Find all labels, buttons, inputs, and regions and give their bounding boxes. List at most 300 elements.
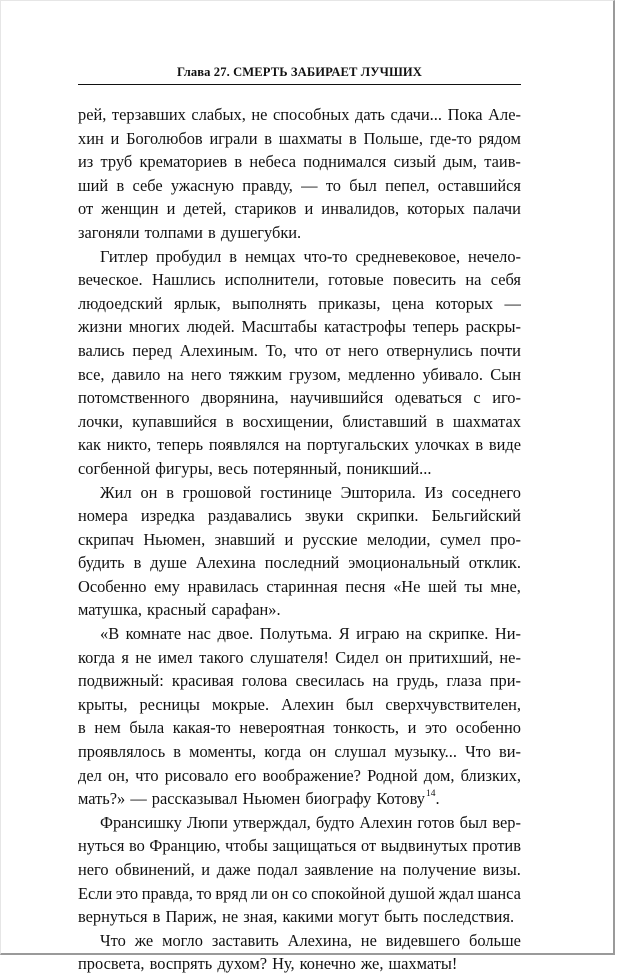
word: грузом, xyxy=(289,364,341,384)
word: то xyxy=(196,883,212,903)
word: рядом xyxy=(478,128,521,148)
word: которых xyxy=(407,199,465,219)
word: в xyxy=(264,128,273,148)
word: мелодии, xyxy=(367,529,431,549)
word: будто xyxy=(315,812,355,832)
word: мне, xyxy=(490,576,521,596)
word: на xyxy=(285,435,302,455)
word: вались xyxy=(78,340,125,360)
word: я xyxy=(121,647,129,667)
word: себя xyxy=(490,270,521,290)
word: ший xyxy=(78,175,109,195)
word: же xyxy=(134,930,154,950)
word: детей, xyxy=(183,199,227,219)
header-rule xyxy=(78,84,521,85)
word: видевшего xyxy=(385,930,461,950)
word: Что xyxy=(100,930,126,950)
word: играли xyxy=(209,128,258,148)
word: улочках xyxy=(414,435,470,455)
word: давило xyxy=(111,364,161,384)
word: то xyxy=(325,175,341,195)
text-line xyxy=(78,245,521,269)
word: защищаться xyxy=(272,836,357,856)
word: — xyxy=(301,175,318,195)
text-line xyxy=(78,740,521,764)
word: шахматах xyxy=(452,411,521,431)
word: купавшийся xyxy=(132,411,217,431)
word: с xyxy=(473,388,481,408)
line-text: загоняли толпами в душегубки. xyxy=(78,222,302,242)
word: него xyxy=(348,340,379,360)
word: Франсишку xyxy=(100,812,182,832)
word: со xyxy=(292,883,308,903)
word: ждал xyxy=(438,883,474,903)
word: слушателя! xyxy=(250,647,329,667)
word: иго- xyxy=(492,388,521,408)
word: людей. xyxy=(186,317,235,337)
word: скрипке. xyxy=(428,624,489,644)
text-line xyxy=(78,764,521,788)
word: Гитлер xyxy=(100,246,149,266)
word: особенно xyxy=(455,718,521,738)
word: в xyxy=(348,128,357,148)
text-line xyxy=(78,905,521,929)
word: небеса xyxy=(249,152,297,172)
word: шанса xyxy=(477,883,521,903)
word: дым, xyxy=(443,152,478,172)
word: стариков xyxy=(234,199,297,219)
word: Ньюмен, xyxy=(143,529,206,549)
word: потомственного xyxy=(78,388,190,408)
word: что xyxy=(135,765,159,785)
word: Что xyxy=(465,742,491,762)
word: в xyxy=(234,152,243,172)
text-line xyxy=(78,646,521,670)
word: появлялся xyxy=(208,435,280,455)
word: из xyxy=(78,152,94,172)
word: Масштабы xyxy=(241,317,318,337)
text-line xyxy=(78,669,521,693)
word: сверхчувствителен, xyxy=(385,694,521,714)
word: поднимался xyxy=(303,152,387,172)
word: от xyxy=(78,199,94,219)
word: виде xyxy=(488,435,521,455)
word: душе xyxy=(150,553,187,573)
word: Если xyxy=(78,883,113,903)
word: на xyxy=(167,364,184,384)
word: в xyxy=(78,718,86,738)
body-text xyxy=(78,103,521,976)
word: какая-то xyxy=(172,718,231,738)
word: получение xyxy=(402,860,477,879)
text-line xyxy=(78,174,521,198)
word: убивало. xyxy=(422,364,483,384)
text-line xyxy=(78,575,521,599)
line-trailing-punctuation: . xyxy=(435,789,440,809)
word: и xyxy=(284,529,294,549)
word: сизый xyxy=(393,152,436,172)
word: могло xyxy=(162,930,203,950)
word: слушал xyxy=(334,742,387,762)
word: хин xyxy=(78,128,104,148)
footnote-marker: 14 xyxy=(426,789,436,800)
word: сумел xyxy=(440,529,481,549)
word: на xyxy=(465,270,482,290)
word: Сын xyxy=(490,364,521,384)
word: «Не xyxy=(393,576,421,596)
word: не xyxy=(360,930,377,950)
text-line xyxy=(78,952,521,976)
word: чтобы xyxy=(225,836,268,856)
word: как xyxy=(78,435,101,455)
word: Боголюбов xyxy=(126,128,203,148)
word: Полутьма. xyxy=(259,624,333,644)
word: в xyxy=(225,411,234,431)
word: он xyxy=(309,742,327,762)
word: готов xyxy=(417,812,455,832)
word: в xyxy=(133,553,142,573)
word: многих xyxy=(128,317,180,337)
text-line xyxy=(78,197,521,221)
text-line xyxy=(78,363,521,387)
word: скрипач xyxy=(78,529,134,549)
word: даже xyxy=(216,860,251,879)
word: То, xyxy=(265,340,287,360)
word: людоедский xyxy=(78,293,163,313)
word: невероятная xyxy=(239,718,325,738)
word: когда xyxy=(78,647,115,667)
word: знавший xyxy=(214,529,276,549)
line-text: просвета, воспрять духом? Ну, конечно же, шахматы! xyxy=(78,954,458,974)
running-head: Глава 27. СМЕРТЬ ЗАБИРАЕТ ЛУЧШИХ xyxy=(177,65,422,79)
word: Из xyxy=(424,482,443,502)
line-text: мать?» — рассказывал Ньюмен биографу Котову xyxy=(78,789,425,809)
word: лочки, xyxy=(78,411,124,431)
line-text: согбенной фигуры, весь потерянный, поникший... xyxy=(78,458,432,478)
word: был xyxy=(345,694,374,714)
paragraph xyxy=(78,929,521,976)
word: шахматы xyxy=(278,128,343,148)
word: при- xyxy=(489,671,521,691)
word: и xyxy=(110,128,120,148)
word: теперь xyxy=(157,435,204,455)
word: такого xyxy=(199,647,244,667)
word: палачи xyxy=(472,199,521,219)
word: перед xyxy=(132,340,172,360)
word: никто, xyxy=(106,435,152,455)
word: про- xyxy=(490,529,521,549)
word: — xyxy=(504,293,521,313)
word: тонкость, xyxy=(333,718,400,738)
word: дворянина, xyxy=(201,388,279,408)
word: Алехиным. xyxy=(179,340,258,360)
word: инвалидов, xyxy=(321,199,400,219)
word: и xyxy=(304,199,314,219)
word: Алехин xyxy=(359,812,413,832)
word: приказы, xyxy=(318,293,381,313)
word: отвернулись xyxy=(386,340,473,360)
word: раскры- xyxy=(465,317,521,337)
word: против xyxy=(472,836,521,856)
word: ви- xyxy=(499,742,521,762)
word: цена xyxy=(391,293,425,313)
word: веческое. xyxy=(78,270,143,290)
word: будить xyxy=(78,553,125,573)
text-line xyxy=(78,929,521,953)
word: на xyxy=(405,624,422,644)
word: старинная xyxy=(266,576,338,596)
word: двое. xyxy=(217,624,254,644)
word: скрипки. xyxy=(356,506,419,526)
word: Нашлись xyxy=(151,270,216,290)
word: восхищении, xyxy=(242,411,334,431)
word: ресницы xyxy=(139,694,200,714)
word: ярлык, xyxy=(173,293,221,313)
text-line xyxy=(78,622,521,646)
word: мокрые. xyxy=(211,694,270,714)
word: это xyxy=(424,718,448,738)
word: Алехин xyxy=(281,694,334,714)
word: проявлялось xyxy=(78,742,166,762)
word: крыты, xyxy=(78,694,128,714)
word: голова xyxy=(241,671,288,691)
word: когда xyxy=(264,742,302,762)
word: выдвинутых xyxy=(380,836,468,856)
word: заявление xyxy=(304,860,374,879)
word: Францию, xyxy=(149,836,221,856)
text-line xyxy=(78,221,521,245)
word: Але- xyxy=(488,105,521,124)
word: номера xyxy=(78,506,128,526)
word: во xyxy=(129,836,145,856)
word: в xyxy=(116,175,125,195)
word: в xyxy=(166,482,174,502)
word: себе xyxy=(132,175,163,195)
word: Эшторила. xyxy=(340,482,416,502)
word: не xyxy=(135,647,152,667)
word: обвинений, xyxy=(115,860,195,879)
word: Люпи xyxy=(186,812,228,832)
text-line xyxy=(78,315,521,339)
word: от xyxy=(325,340,341,360)
word: спокойной xyxy=(311,883,386,903)
word: была xyxy=(129,718,165,738)
paragraph xyxy=(78,622,521,811)
word: готовые xyxy=(328,270,384,290)
word: грошовой xyxy=(182,482,252,502)
word: раздавались xyxy=(207,506,292,526)
word: где-то xyxy=(429,128,472,148)
word: выполнять xyxy=(232,293,307,313)
text-line xyxy=(78,598,521,622)
word: ему xyxy=(154,576,180,596)
word: труб xyxy=(100,152,133,172)
text-line xyxy=(78,386,521,410)
word: Жил xyxy=(100,482,132,502)
word: он xyxy=(271,883,289,903)
word: играю xyxy=(356,624,400,644)
word: почти xyxy=(480,340,521,360)
word: больше xyxy=(469,930,521,950)
word: что-то xyxy=(303,246,348,266)
word: в xyxy=(436,411,444,431)
word: это xyxy=(115,883,139,903)
word: нуться xyxy=(78,836,125,856)
word: песня xyxy=(345,576,386,596)
word: нем xyxy=(94,718,121,738)
text-line xyxy=(78,410,521,434)
word: звуки xyxy=(304,506,344,526)
word: Алехина xyxy=(195,553,256,573)
word: подал xyxy=(257,860,298,879)
paragraph xyxy=(78,811,521,929)
word: русские xyxy=(302,529,358,549)
word: рисовало xyxy=(164,765,229,785)
word: Бельгийский xyxy=(431,506,521,526)
word: Ни- xyxy=(494,624,521,644)
word: него xyxy=(191,364,222,384)
word: моменты, xyxy=(189,742,257,762)
word: не xyxy=(251,105,268,124)
word: от xyxy=(361,836,377,856)
word: и xyxy=(407,718,417,738)
word: на xyxy=(380,860,397,879)
word: нас xyxy=(187,624,211,644)
paragraph xyxy=(78,245,521,481)
word: в xyxy=(173,742,182,762)
text-line xyxy=(78,127,521,151)
word: был xyxy=(349,175,377,195)
word: изредка xyxy=(140,506,195,526)
word: медленно xyxy=(348,364,416,384)
word: в xyxy=(229,246,237,266)
word: был xyxy=(459,812,488,832)
word: тяжким xyxy=(228,364,282,384)
word: него xyxy=(78,860,109,879)
word: Польше, xyxy=(363,128,423,148)
word: ужасную xyxy=(170,175,234,195)
word: Алехина, xyxy=(287,930,352,950)
word: Я xyxy=(338,624,350,644)
text-line xyxy=(78,504,521,528)
word: дом, xyxy=(423,765,455,785)
word: эмоциональный xyxy=(348,553,460,573)
text-line xyxy=(78,481,521,505)
word: теперь xyxy=(412,317,459,337)
word: его xyxy=(234,765,257,785)
line-text: матушка, красный сарафан». xyxy=(78,600,281,620)
word: средневековое, xyxy=(355,246,461,266)
text-line xyxy=(78,103,521,127)
word: комнате xyxy=(125,624,182,644)
text-line xyxy=(78,834,521,858)
word: что xyxy=(294,340,318,360)
word: отклик. xyxy=(468,553,521,573)
word: Пока xyxy=(447,105,483,124)
text-line xyxy=(78,150,521,174)
word: «В xyxy=(100,624,120,644)
text-line xyxy=(78,716,521,740)
word: Особенно xyxy=(78,576,147,596)
line-text: вернуться в Париж, не зная, какими могут быть последствия. xyxy=(78,907,515,927)
word: он xyxy=(140,482,158,502)
word: таив- xyxy=(484,152,521,172)
word: ли xyxy=(250,883,268,903)
word: музыку... xyxy=(394,742,457,762)
word: блиставший xyxy=(342,411,428,431)
word: нечело- xyxy=(467,246,521,266)
word: последний xyxy=(264,553,340,573)
word: оставшийся xyxy=(437,175,521,195)
word: слабых, xyxy=(191,105,246,124)
word: воображение? xyxy=(262,765,361,785)
text-line xyxy=(78,787,521,811)
word: подвижный: xyxy=(78,671,164,691)
word: вер- xyxy=(492,812,521,832)
text-line xyxy=(78,811,521,835)
word: катастрофы xyxy=(324,317,406,337)
word: соседнего xyxy=(451,482,521,502)
text-line xyxy=(78,528,521,552)
word: и xyxy=(166,199,176,219)
text-line xyxy=(78,693,521,717)
word: правда, xyxy=(141,883,193,903)
text-line xyxy=(78,882,521,906)
word: и xyxy=(201,860,211,879)
word: притихший, xyxy=(408,647,493,667)
word: Сидел xyxy=(335,647,379,667)
word: ты xyxy=(464,576,483,596)
word: немцах xyxy=(244,246,296,266)
word: дел xyxy=(78,765,102,785)
word: заставить xyxy=(211,930,279,950)
word: повесить xyxy=(392,270,456,290)
word: имел xyxy=(157,647,193,667)
word: утверждал, xyxy=(232,812,311,832)
word: научившийся xyxy=(290,388,384,408)
word: душой xyxy=(388,883,435,903)
word: нравилась xyxy=(187,576,259,596)
word: шей xyxy=(428,576,457,596)
word: жизни xyxy=(78,317,123,337)
word: красивая xyxy=(171,671,234,691)
word: на xyxy=(372,671,389,691)
word: дать xyxy=(355,105,385,124)
text-line xyxy=(78,339,521,363)
text-line xyxy=(78,433,521,457)
word: близких, xyxy=(460,765,521,785)
word: не- xyxy=(499,647,521,667)
word: терзавших xyxy=(111,105,186,124)
word: глаза xyxy=(446,671,482,691)
word: которых xyxy=(435,293,494,313)
text-line xyxy=(78,292,521,316)
paragraph xyxy=(78,103,521,245)
word: способных xyxy=(273,105,350,124)
word: рей, xyxy=(78,105,107,124)
word: крематориев xyxy=(139,152,228,172)
word: грудь, xyxy=(396,671,439,691)
word: португальских xyxy=(306,435,409,455)
word: вряд xyxy=(215,883,248,903)
word: пробудил xyxy=(155,246,222,266)
word: он, xyxy=(107,765,130,785)
word: визы. xyxy=(482,860,521,879)
text-line xyxy=(78,457,521,481)
text-line xyxy=(78,268,521,292)
word: гостинице xyxy=(260,482,332,502)
word: сдачи... xyxy=(390,105,442,124)
